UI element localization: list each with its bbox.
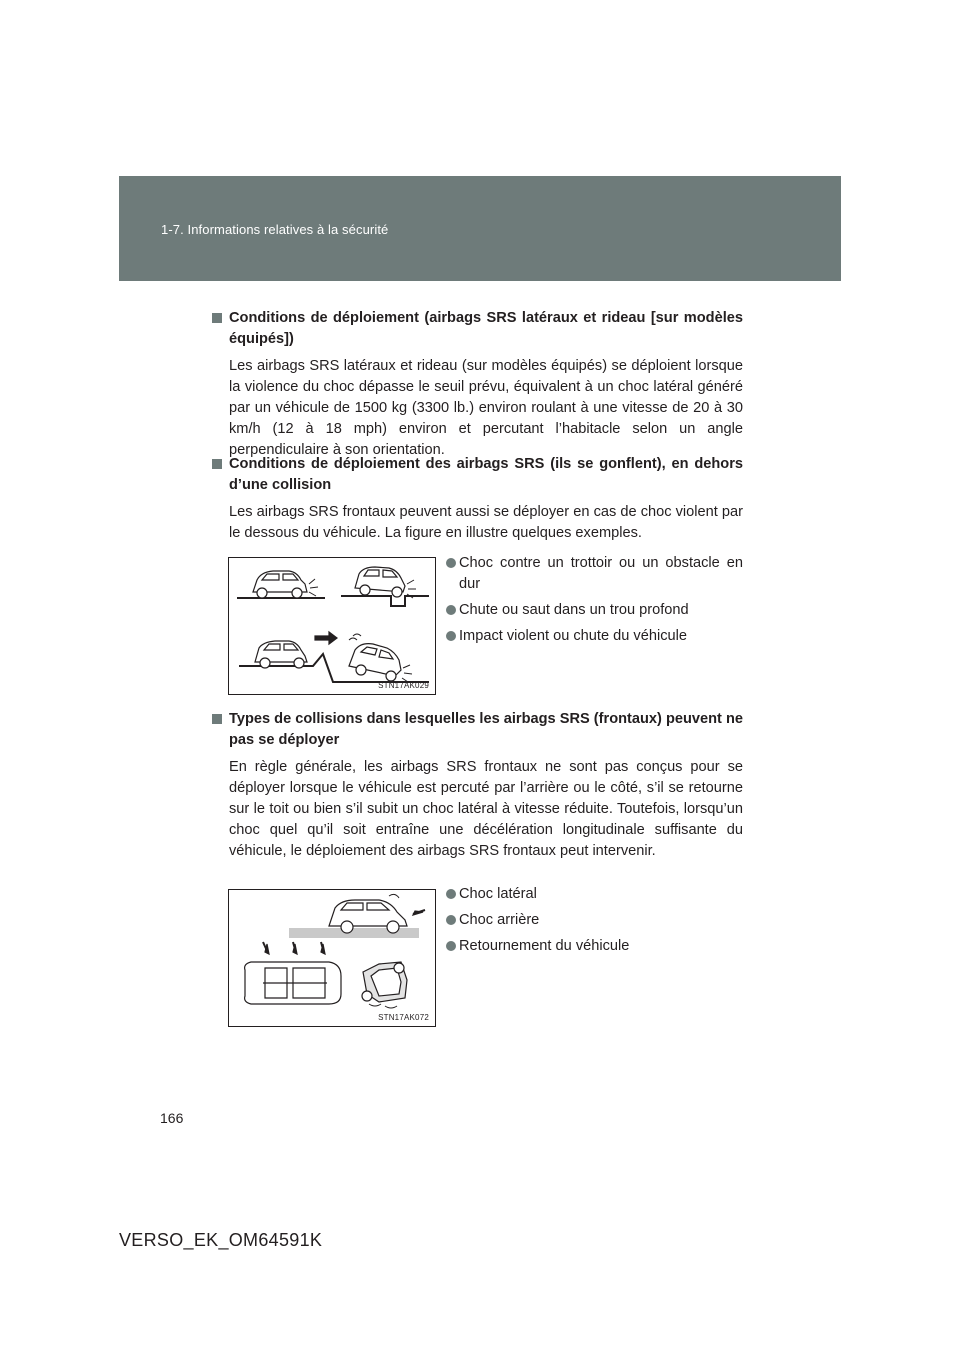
figure-code: STN17AK029 (378, 681, 429, 690)
round-bullet-icon (446, 605, 456, 615)
section-paragraph: Les airbags SRS latéraux et rideau (sur modèles équipés) se déploient lorsque la violence du choc dépasse le seuil prévu, équivalent à un choc latéral généré par un véhicule de 1500 kg (3300 lb.) environ roulant à une vitesse de 20 à 30 km/h (12 à 18 mph) environ et percutant l’habitacle selon un angle perpendiculaire à son orientation. (229, 358, 743, 458)
list-item-text: Choc contre un trottoir ou un obstacle en dur (459, 555, 743, 592)
section-heading (212, 709, 743, 751)
section-heading-text: Conditions de déploiement (airbags SRS latéraux et rideau [sur modèles équipés]) (229, 310, 743, 347)
list-item-text: Choc arrière (459, 912, 540, 928)
round-bullet-icon (446, 889, 456, 899)
list-item-text: Impact violent ou chute du véhicule (459, 628, 687, 644)
list-item-text: Chute ou saut dans un trou profond (459, 602, 689, 618)
list-item-text: Retournement du véhicule (459, 938, 630, 954)
list-item (446, 600, 743, 621)
section-heading (212, 454, 743, 496)
section-paragraph: En règle générale, les airbags SRS frontaux ne sont pas conçus pour se déployer lorsque le véhicule est percuté par l’arrière ou le côté, s’il se retourne sur le toit ou bien s’il subit un choc latéral à vitesse réduite. Toutefois, lorsqu’un choc quel qu’il soit entraîne une décélération longitudinale suffisante du véhicule, le déploiement des airbags SRS frontaux peut intervenir. (229, 759, 743, 859)
section-paragraph: Les airbags SRS frontaux peuvent aussi se déployer en cas de choc violent par le dessous du véhicule. La figure en illustre quelques exemples. (229, 504, 743, 541)
list-item (446, 884, 743, 905)
square-bullet-icon (212, 714, 222, 724)
document-code: VERSO_EK_OM64591K (119, 1230, 323, 1250)
square-bullet-icon (212, 459, 222, 469)
list-item (446, 553, 743, 595)
list-item (446, 936, 743, 957)
undercarriage-impact-illustration (229, 558, 435, 694)
figure-undercarriage-impacts (228, 557, 436, 695)
section-non-deployment-collisions (212, 709, 743, 862)
chapter-header (119, 176, 841, 281)
list-item-text: Choc latéral (459, 886, 537, 902)
section-heading-text: Conditions de déploiement des airbags SRS (ils se gonflent), en dehors d’une collision (229, 456, 743, 493)
list-item (446, 910, 743, 931)
round-bullet-icon (446, 915, 456, 925)
list-item (446, 626, 743, 647)
square-bullet-icon (212, 313, 222, 323)
round-bullet-icon (446, 941, 456, 951)
section-heading (212, 308, 743, 350)
section-heading-text: Types de collisions dans lesquelles les airbags SRS (frontaux) peuvent ne pas se déployer (229, 711, 743, 748)
chapter-title: 1-7. Informations relatives à la sécurité (161, 222, 389, 237)
round-bullet-icon (446, 558, 456, 568)
figure-code: STN17AK072 (378, 1013, 429, 1022)
figure2-bullet-list (446, 884, 743, 962)
collision-types-illustration (229, 890, 435, 1026)
section-side-curtain-airbags (212, 308, 743, 461)
page-number: 166 (160, 1110, 184, 1126)
section-non-collision-deployment (212, 454, 743, 544)
round-bullet-icon (446, 631, 456, 641)
figure1-bullet-list (446, 553, 743, 652)
figure-collision-types (228, 889, 436, 1027)
